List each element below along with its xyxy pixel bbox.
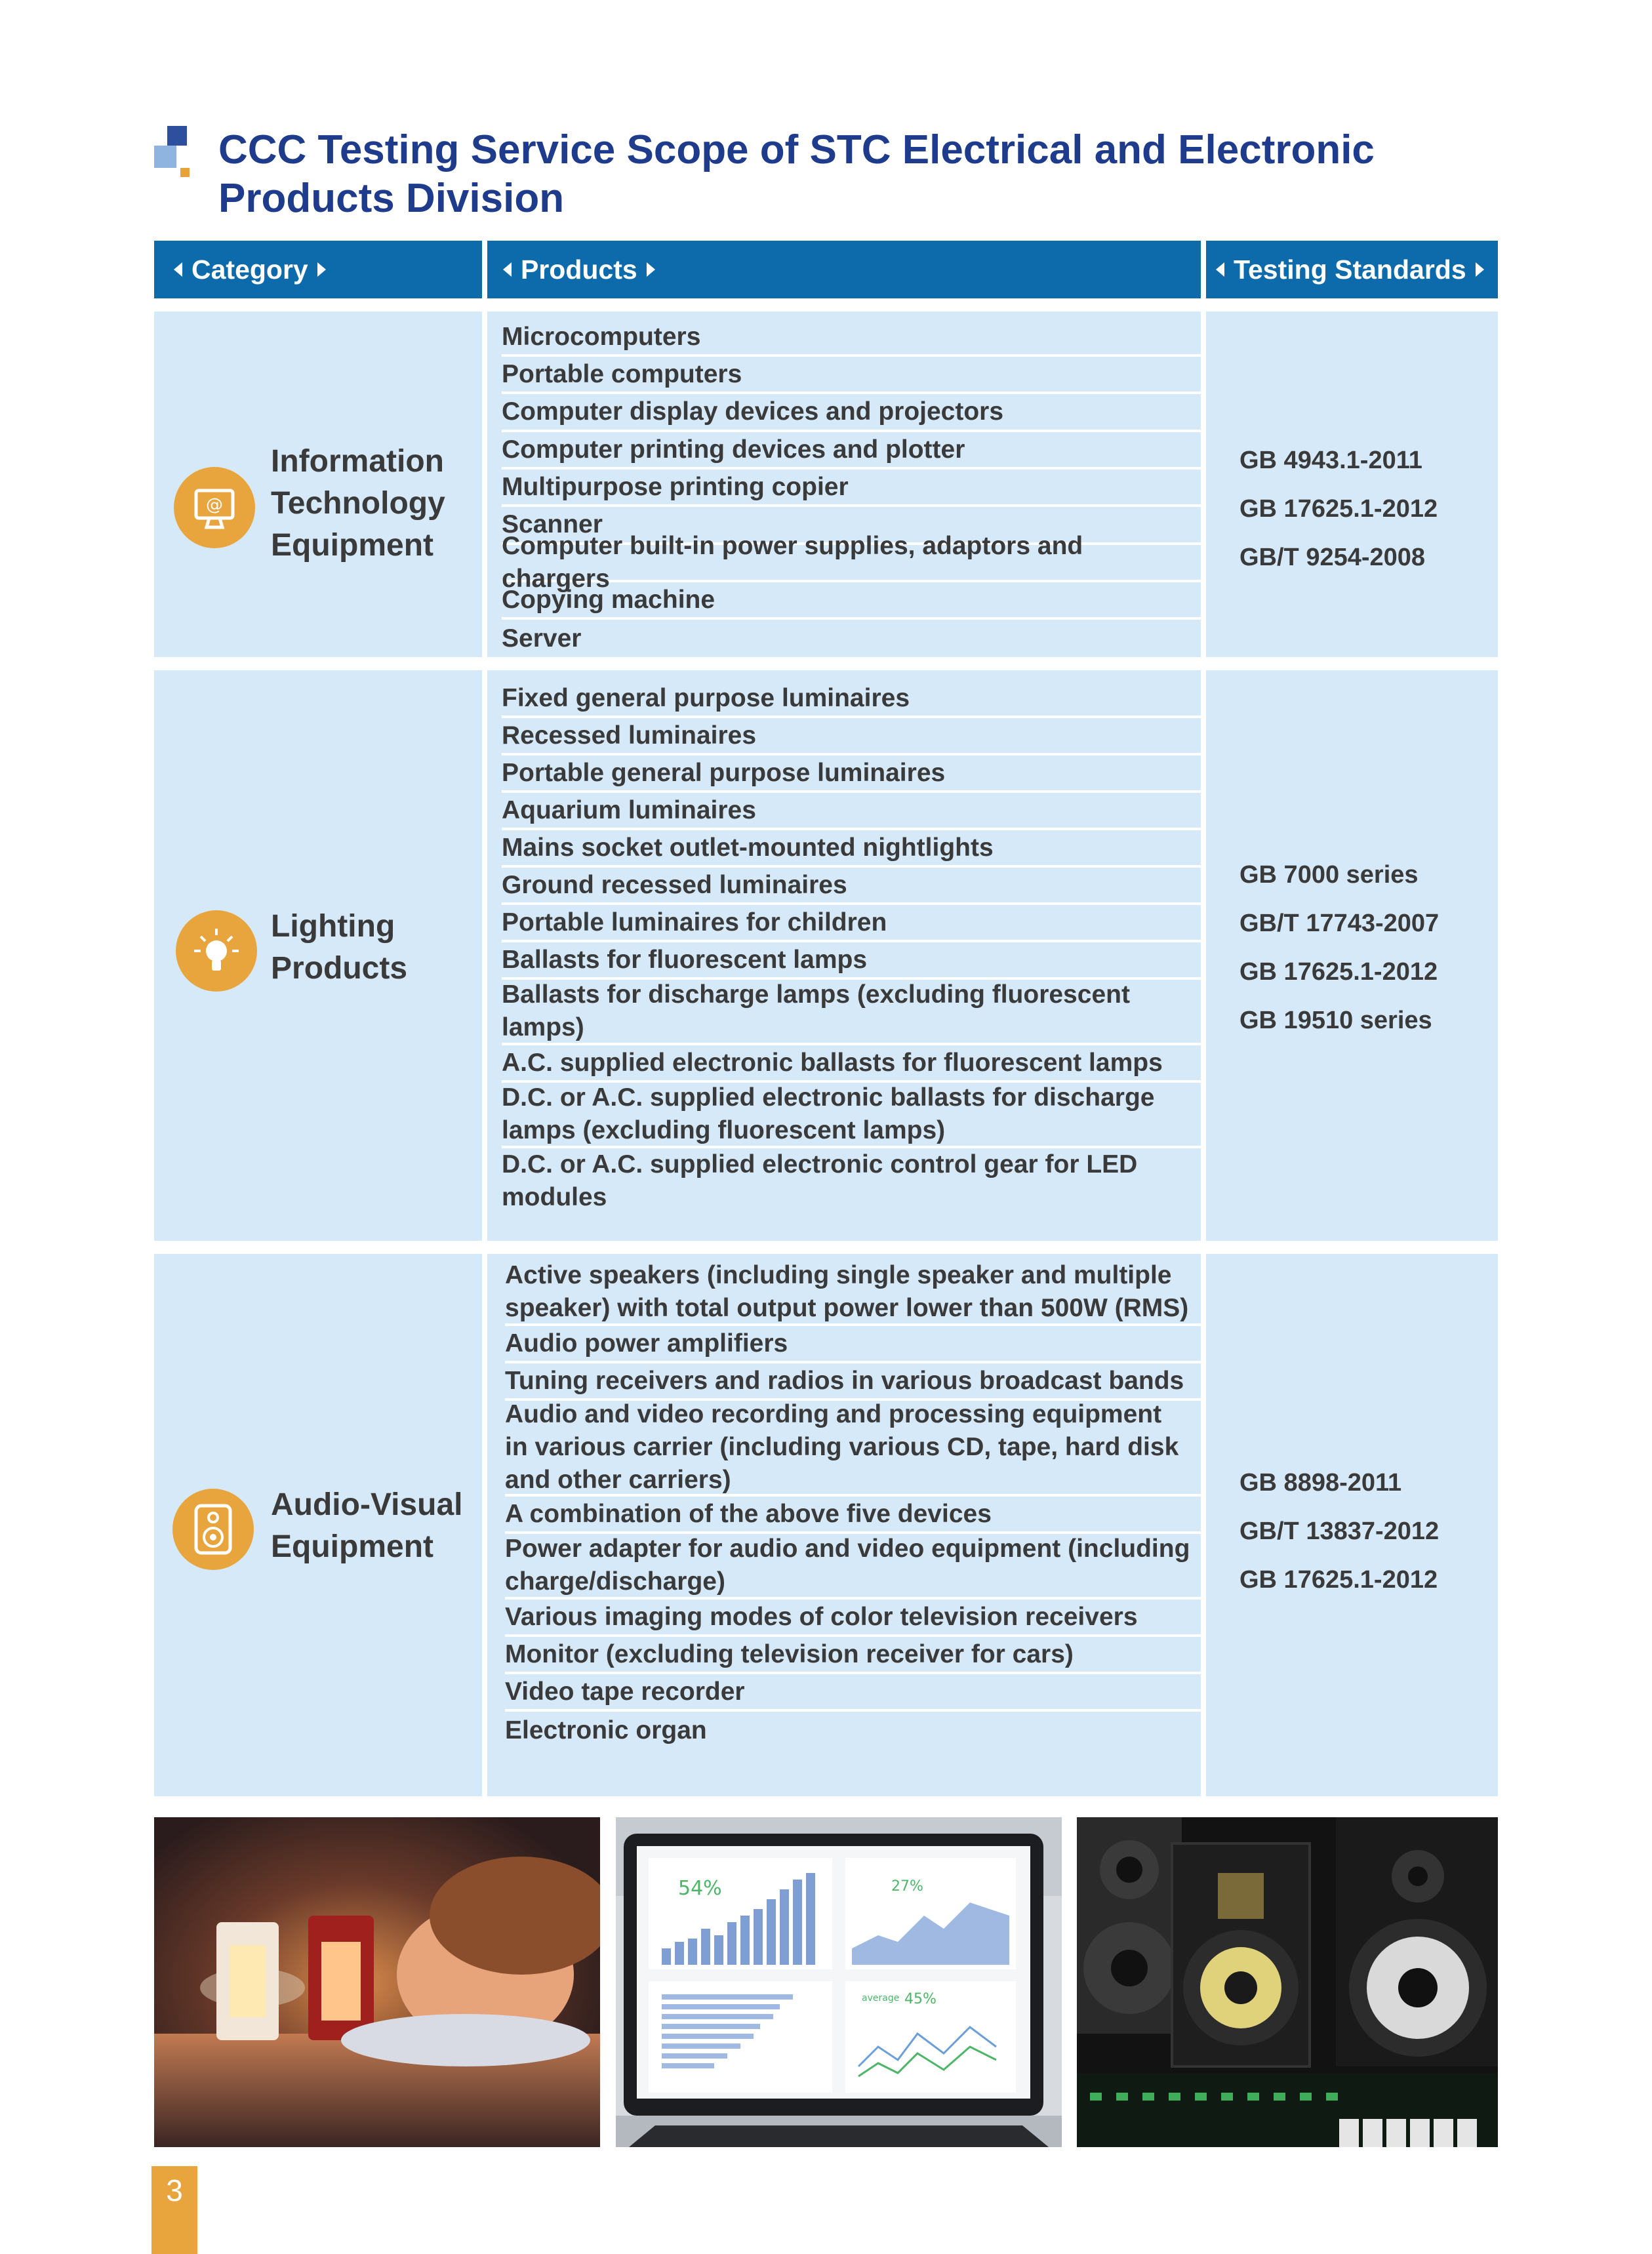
standard-item: GB/T 9254-2008 [1239,544,1426,571]
product-row [505,1497,1201,1534]
standard-item: GB 17625.1-2012 [1239,1566,1438,1594]
product-name: Video tape recorder [505,1677,745,1706]
product-row [502,470,1201,507]
product-name: Mains socket outlet-mounted nightlights [502,833,994,862]
product-row [505,1534,1201,1600]
header-category-label: Category [191,254,308,285]
product-row [505,1326,1201,1363]
product-name: Server [502,624,582,653]
photo-speakers-studio [1077,1817,1498,2147]
product-row [505,1401,1201,1497]
product-name: Portable general purpose luminaires [502,758,946,787]
header-category [154,241,482,298]
product-row [502,905,1201,942]
standard-item: GB 17625.1-2012 [1239,495,1438,523]
product-row [505,1260,1201,1326]
product-row [502,1148,1201,1214]
product-name: Monitor (excluding television receiver for cars) [505,1640,1074,1668]
product-name: Copying machine [502,585,715,614]
product-name: Scanner [502,510,603,538]
header-products-label: Products [521,254,637,285]
photo-laptop-charts [616,1817,1062,2147]
category-label: Lighting Products [271,909,408,986]
laptop-chart-label-27: 27% [891,1878,923,1895]
product-name: Multipurpose printing copier [502,472,849,501]
product-row [502,531,1201,593]
product-row [502,942,1201,980]
product-row [502,432,1201,470]
product-row [505,1363,1201,1401]
header-products [487,241,1201,298]
product-name: Computer printing devices and plotter [502,435,965,464]
category-label: Audio-Visual Equipment [271,1487,463,1564]
product-row [502,793,1201,830]
product-row [502,620,1201,657]
product-name: Microcomputers [502,322,701,351]
product-row [505,1600,1201,1637]
product-name: Power adapter for audio and video equipment (including charge/discharge) [505,1535,1190,1596]
laptop-chart-label-45: 45% [904,1991,937,2007]
product-row [502,582,1201,620]
product-row [502,357,1201,394]
product-row [502,681,1201,718]
arrow-left-icon [503,262,512,277]
product-name: Ballasts for discharge lamps (excluding fluorescent lamps) [502,980,1130,1041]
arrow-right-icon [647,262,655,277]
standards-list-av [1239,1459,1439,1604]
product-name: Portable computers [502,359,742,388]
product-name: Various imaging modes of color television receivers [505,1602,1138,1631]
arrow-left-icon [1216,262,1224,277]
standard-item: GB 7000 series [1239,861,1419,889]
page-title: CCC Testing Service Scope of STC Electrical and Electronic Products Division [218,127,1375,221]
product-row [502,1045,1201,1083]
product-name: A combination of the above five devices [505,1499,992,1528]
header-standards-label: Testing Standards [1234,254,1466,285]
speaker-icon [172,1489,254,1570]
product-name: Aquarium luminaires [502,795,756,824]
product-name: Electronic organ [505,1716,707,1744]
standards-list-it [1239,436,1438,582]
standards-list-lighting [1239,851,1439,1045]
product-name: Computer built-in power supplies, adaptors and chargers [502,531,1083,593]
standard-item: GB/T 13837-2012 [1239,1518,1440,1545]
arrow-right-icon [1476,262,1484,277]
arrow-left-icon [174,262,182,277]
product-name: A.C. supplied electronic ballasts for fluorescent lamps [502,1048,1163,1077]
product-row [502,868,1201,905]
title-logo-mark [154,126,193,177]
product-name: Fixed general purpose luminaires [502,683,910,712]
product-name: Tuning receivers and radios in various broadcast bands [505,1366,1184,1395]
standard-item: GB 4943.1-2011 [1239,447,1422,474]
standard-item: GB/T 17743-2007 [1239,910,1440,937]
standard-item: GB 17625.1-2012 [1239,958,1438,986]
laptop-chart-label-average: average [862,1993,900,2003]
category-label: Information Technology Equipment [271,444,445,563]
standard-item: GB 19510 series [1239,1007,1432,1034]
arrow-right-icon [317,262,326,277]
product-name: D.C. or A.C. supplied electronic ballasts for discharge lamps (excluding fluorescent lamps) [502,1083,1155,1144]
light-bulb-icon [176,910,257,992]
product-row [505,1674,1201,1712]
product-name: Recessed luminaires [502,721,757,750]
product-name: Ballasts for fluorescent lamps [502,945,868,974]
product-row [502,319,1201,357]
standard-item: GB 8898-2011 [1239,1469,1402,1497]
product-row [505,1712,1201,1749]
product-name: D.C. or A.C. supplied electronic control gear for LED modules [502,1150,1138,1211]
product-row [502,980,1201,1045]
product-name: Ground recessed luminaires [502,870,847,899]
product-row [502,755,1201,793]
product-name: Active speakers (including single speaker and multiple speaker) with total output power lower than 500W (RMS) [505,1261,1189,1322]
product-name: Portable luminaires for children [502,908,887,936]
product-name: Computer display devices and projectors [502,397,1004,426]
product-row [502,394,1201,432]
product-row [502,1083,1201,1148]
page-number: 3 [151,2166,197,2254]
product-row [505,1637,1201,1674]
laptop-chart-label-54: 54% [678,1877,722,1900]
product-row [502,718,1201,755]
product-name: Audio power amplifiers [505,1329,788,1358]
svg-text:@: @ [206,495,223,515]
product-name: Audio and video recording and processing equipment in various carrier (including various CD, tape, hard disk and other carriers) [505,1400,1179,1494]
photo-child-lanterns [154,1817,600,2147]
product-row [502,830,1201,868]
header-standards [1206,241,1498,298]
computer-monitor-icon [174,467,255,548]
